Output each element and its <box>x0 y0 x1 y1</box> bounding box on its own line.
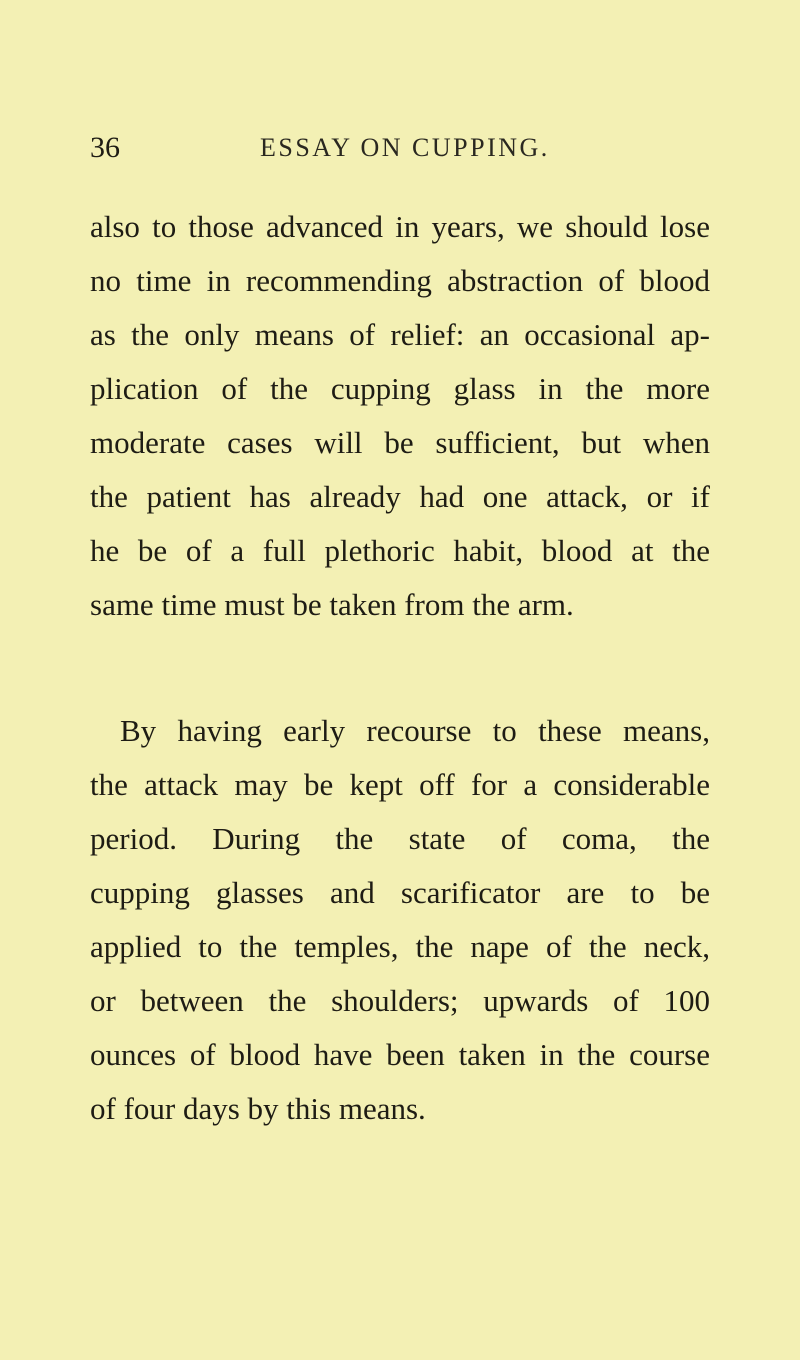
text-line: moderate cases will be sufficient, but when <box>90 425 710 460</box>
text-line: period. During the state of coma, the <box>90 821 710 856</box>
text-line: By having early recourse to these means, <box>120 713 710 748</box>
text-line: cupping glasses and scarificator are to be <box>90 875 710 910</box>
text-line: he be of a full plethoric habit, blood at the <box>90 533 710 568</box>
text-line: plication of the cupping glass in the more <box>90 371 710 406</box>
text-line: same time must be taken from the arm. <box>90 587 574 622</box>
page-number: 36 <box>90 131 120 164</box>
running-title: ESSAY ON CUPPING. <box>260 133 550 162</box>
text-line: applied to the temples, the nape of the neck, <box>90 929 710 964</box>
text-line: as the only means of relief: an occasional ap- <box>90 317 710 352</box>
text-line: also to those advanced in years, we should lose <box>90 209 710 244</box>
text-line: of four days by this means. <box>90 1091 426 1126</box>
text-line: ounces of blood have been taken in the course <box>90 1037 710 1072</box>
text-line: the patient has already had one attack, or if <box>90 479 710 514</box>
paragraph-2 <box>90 704 710 1136</box>
text-line: or between the shoulders; upwards of 100 <box>90 983 710 1018</box>
running-head <box>90 128 710 168</box>
paragraph-1 <box>90 200 710 632</box>
text-line: the attack may be kept off for a considerable <box>90 767 710 802</box>
text-line: no time in recommending abstraction of blood <box>90 263 710 298</box>
